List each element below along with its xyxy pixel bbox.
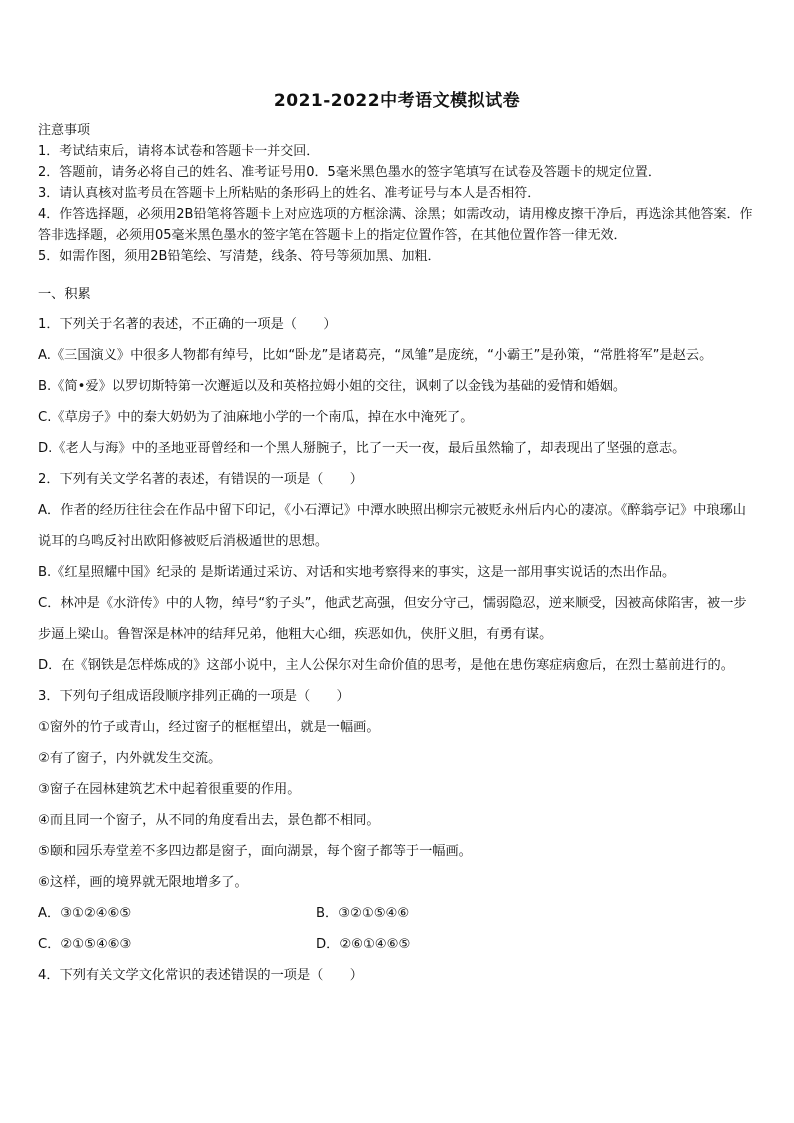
question-3-sentence: ③窗子在园林建筑艺术中起着很重要的作用。 bbox=[38, 782, 301, 797]
question-3-sentence: ⑤颐和园乐寿堂差不多四边都是窗子，面向湖景，每个窗子都等于一幅画。 bbox=[38, 844, 472, 859]
notice-heading: 注意事项 bbox=[38, 123, 91, 138]
question-3-sentence: ②有了窗子，内外就发生交流。 bbox=[38, 751, 222, 766]
question-1-stem: 1．下列关于名著的表述，不正确的一项是（ ） bbox=[38, 317, 337, 332]
question-1-option-d: D.《老人与海》中的圣地亚哥曾经和一个黑人掰腕子，比了一天一夜，最后虽然输了，却表现出了坚强的意志。 bbox=[38, 441, 686, 456]
question-3-option-a: A．③①②④⑥⑤ bbox=[38, 906, 132, 921]
question-1-option-b: B.《简•爱》以罗切斯特第一次邂逅以及和英格拉姆小姐的交往，讽刺了以金钱为基础的爱情和婚姻。 bbox=[38, 379, 627, 394]
question-2-stem: 2．下列有关文学名著的表述，有错误的一项是（ ） bbox=[38, 472, 363, 487]
notice-block bbox=[38, 120, 756, 267]
question-2-option-a: A．作者的经历往往会在作品中留下印记，《小石潭记》中潭水映照出柳宗元被贬永州后内心的凄凉。《醉翁亭记》中琅琊山说耳的乌鸣反衬出欧阳修被贬后消极遁世的思想。 bbox=[38, 503, 746, 549]
question-2-option-d: D．在《钢铁是怎样炼成的》这部小说中，主人公保尔对生命价值的思考，是他在患伤寒症病愈后，在烈士墓前进行的。 bbox=[38, 658, 734, 673]
question-2-option-b: B.《红星照耀中国》纪录的 是斯诺通过采访、对话和实地考察得来的事实，这是一部用事实说话的杰出作品。 bbox=[38, 565, 676, 580]
notice-item: 1．考试结束后，请将本试卷和答题卡一并交回． bbox=[38, 144, 320, 159]
question-3-option-c: C．②①⑤④⑥③ bbox=[38, 937, 132, 952]
question-1-option-a: A.《三国演义》中很多人物都有绰号，比如“卧龙”是诸葛亮，“凤雏”是庞统，“小霸王”是孙策，“常胜将军”是赵云。 bbox=[38, 348, 713, 363]
notice-item: 5．如需作图，须用2B铅笔绘、写清楚，线条、符号等须加黑、加粗． bbox=[38, 249, 441, 264]
question-3-option-d: D．②⑥①④⑥⑤ bbox=[316, 937, 411, 952]
question-1-option-c: C.《草房子》中的秦大奶奶为了油麻地小学的一个南瓜，掉在水中淹死了。 bbox=[38, 410, 474, 425]
notice-item: 3．请认真核对监考员在答题卡上所粘贴的条形码上的姓名、准考证号与本人是否相符． bbox=[38, 186, 541, 201]
question-3-stem: 3．下列句子组成语段顺序排列正确的一项是（ ） bbox=[38, 689, 350, 704]
page-title: 2021-2022中考语文模拟试卷 bbox=[273, 91, 521, 111]
question-3-sentence: ①窗外的竹子或青山，经过窗子的框框望出，就是一幅画。 bbox=[38, 720, 380, 735]
questions-body bbox=[38, 281, 756, 991]
notice-item: 2．答题前，请务必将自己的姓名、准考证号用0．5毫米黑色墨水的签字笔填写在试卷及答题卡的规定位置． bbox=[38, 165, 661, 180]
question-4-stem: 4．下列有关文学文化常识的表述错误的一项是（ ） bbox=[38, 968, 363, 983]
question-3-options-row bbox=[38, 929, 756, 960]
question-3-option-b: B．③②①⑤④⑥ bbox=[316, 906, 410, 921]
question-3-options-row bbox=[38, 898, 756, 929]
question-3-sentence: ④而且同一个窗子，从不同的角度看出去，景色都不相同。 bbox=[38, 813, 380, 828]
notice-item: 4．作答选择题，必须用2B铅笔将答题卡上对应选项的方框涂满、涂黑；如需改动，请用橡皮擦干净后，再选涂其他答案．作答非选择题，必须用05毫米黑色墨水的签字笔在答题卡上的指定位置作答，在其他位置作答一律无效． bbox=[38, 207, 753, 243]
question-2-option-c: C．林冲是《水浒传》中的人物，绰号“豹子头”，他武艺高强，但安分守己，懦弱隐忍，逆来顺受，因被高俅陷害，被一步步逼上梁山。鲁智深是林冲的结拜兄弟，他粗大心细，疾恶如仇，侠肝义胆，有勇有谋。 bbox=[38, 596, 747, 642]
section-heading: 一、积累 bbox=[38, 287, 91, 302]
question-3-sentence: ⑥这样，画的境界就无限地增多了。 bbox=[38, 875, 248, 890]
